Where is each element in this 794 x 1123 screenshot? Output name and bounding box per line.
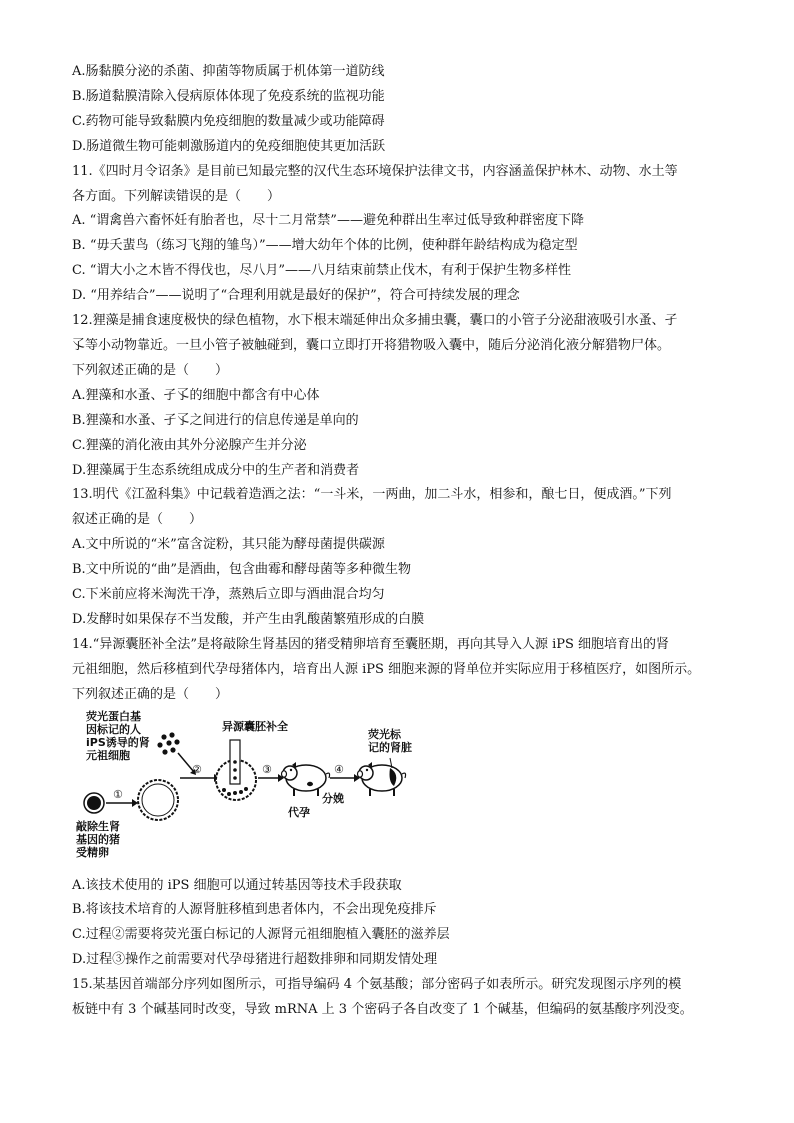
question-11 [72, 160, 732, 309]
ips-cells-icon [157, 732, 179, 754]
q13-stem-line: 叙述正确的是（ ） [72, 512, 203, 528]
q14-stem-line: 14.“异源囊胚补全法”是将敲除生肾基因的猪受精卵培育至囊胚期，再向其导入人源 iPS 细胞培育出的肾 [72, 636, 670, 652]
question-14 [72, 633, 732, 973]
surrogate-pig-icon [282, 762, 330, 796]
q11-stem-line: 11.《四时月令诏条》是目前已知最完整的汉代生态环境保护法律文书，内容涵盖保护林木、动物、水土等 [72, 163, 678, 179]
q12-option-c: C.狸藻的消化液由其外分泌腺产生并分泌 [72, 437, 307, 453]
fertilized-egg-icon [84, 793, 104, 813]
q14-option-c: C.过程②需要将荧光蛋白标记的人源肾元祖细胞植入囊胚的滋养层 [72, 927, 450, 943]
q12-option-b: B.狸藻和水蚤、孑孓之间进行的信息传递是单向的 [72, 412, 359, 428]
step-2-label: ② [192, 762, 202, 776]
q12-stem-line: 12.狸藻是捕食速度极快的绿色植物，水下根末端延伸出众多捕虫囊，囊口的小管子分泌甜液吸引水蚤、孑 [72, 313, 678, 329]
q13-option-d: D.发酵时如果保存不当发酸，并产生由乳酸菌繁殖形成的白膜 [72, 611, 425, 627]
offspring-pig-icon [358, 762, 406, 796]
q14-stem-line: 下列叙述正确的是（ ） [72, 686, 229, 702]
q13-stem-line: 13.明代《江盈科集》中记载着造酒之法：“一斗米，一两曲，加二斗水，相参和，酿七日，便成酒。”下列 [72, 487, 672, 503]
q10-option-a: A.肠黏膜分泌的杀菌、抑菌等物质属于机体第一道防线 [72, 64, 385, 79]
q10-options [72, 60, 732, 160]
q12-option-d: D.狸藻属于生态系统组成成分中的生产者和消费者 [72, 462, 360, 478]
step-3-label: ③ [262, 762, 272, 776]
birth-label: 分娩 [322, 791, 344, 805]
q14-stem-line: 元祖细胞，然后移植到代孕母猪体内，培育出人源 iPS 细胞来源的肾单位并实际应用于移植医疗，如图所示。 [72, 661, 701, 677]
question-15 [72, 973, 732, 1023]
q11-stem-line: 各方面。下列解读错误的是（ ） [72, 188, 281, 204]
q15-stem-line: 15.某基因首端部分序列如图所示，可指导编码 4 个氨基酸；部分密码子如表所示。研究发现图示序列的模 [72, 977, 682, 993]
q14-figure [72, 710, 432, 870]
q13-option-c: C.下米前应将米淘洗干净，蒸熟后立即与酒曲混合均匀 [72, 587, 385, 603]
q14-option-b: B.将该技术培育的人源肾脏移植到患者体内，不会出现免疫排斥 [72, 902, 437, 918]
exam-page [72, 60, 732, 1023]
q14-option-d: D.过程③操作之前需要对代孕母猪进行超数排卵和同期发情处理 [72, 952, 438, 968]
surrogate-label: 代孕 [288, 805, 310, 819]
q10-option-c: C.药物可能导致黏膜内免疫细胞的数量减少或功能障碍 [72, 113, 385, 129]
q15-stem-line: 板链中有 3 个碱基同时改变，导致 mRNA 上 3 个密码子各自改变了 1 个碱基，但编码的氨基酸序列没变。 [72, 1002, 693, 1018]
q13-option-a: A.文中所说的“米”富含淀粉，其只能为酵母菌提供碳源 [72, 537, 385, 553]
question-13 [72, 483, 732, 632]
step-1-label: ① [113, 787, 123, 801]
blastocyst-complementation-label: 异源囊胚补全 [222, 719, 288, 733]
q11-option-d: D. “用养结合”——说明了“合理利用就是最好的保护”，符合可持续发展的理念 [72, 288, 520, 304]
q13-option-b: B.文中所说的“曲”是酒曲，包含曲霉和酵母菌等多种微生物 [72, 562, 411, 578]
q10-option-d: D.肠道微生物可能刺激肠道内的免疫细胞使其更加活跃 [72, 138, 386, 154]
q12-option-a: A.狸藻和水蚤、孑孓的细胞中都含有中心体 [72, 387, 320, 403]
complemented-blastocyst-icon [216, 740, 256, 800]
q12-stem-line: 孓等小动物靠近。一旦小管子被触碰到，囊口立即打开将猎物吸入囊中，随后分泌消化液分解猎物尸体。 [72, 337, 671, 353]
question-12 [72, 309, 732, 483]
q11-option-a: A. “谓禽兽六畜怀妊有胎者也，尽十二月常禁”——避免种群出生率过低导致种群密度下降 [72, 213, 584, 229]
step-4-label: ④ [334, 762, 344, 776]
q12-stem-line: 下列叙述正确的是（ ） [72, 362, 229, 378]
ips-cell-label: 荧光蛋白基 因标记的人 iPS诱导的肾 元祖细胞 [86, 709, 150, 762]
q14-option-a: A.该技术使用的 iPS 细胞可以通过转基因等技术手段获取 [72, 877, 402, 893]
fluorescent-kidney-label: 荧光标 记的肾脏 [368, 727, 412, 754]
fertilized-egg-label: 敲除生肾 基因的猪 受精卵 [76, 819, 120, 859]
q11-option-b: B. “毋夭蜚鸟（练习飞翔的雏鸟）”——增大幼年个体的比例，使种群年龄结构成为稳定型 [72, 238, 578, 254]
blastocyst-icon [138, 780, 178, 820]
q11-option-c: C. “谓大小之木皆不得伐也，尽八月”——八月结束前禁止伐木，有利于保护生物多样性 [72, 263, 572, 279]
q10-option-b: B.肠道黏膜清除入侵病原体体现了免疫系统的监视功能 [72, 88, 385, 104]
